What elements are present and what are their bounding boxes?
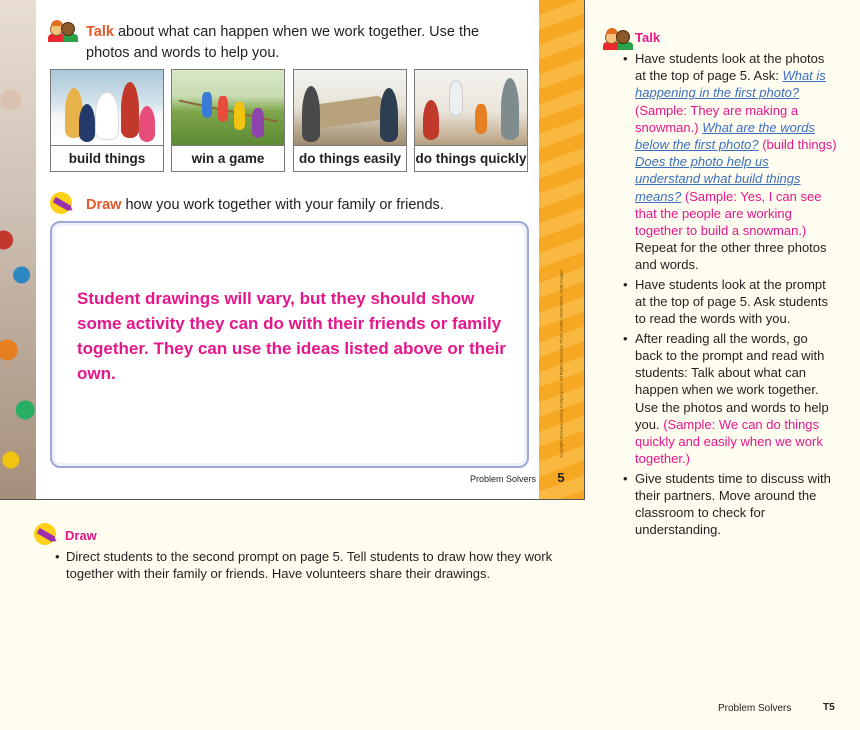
photo-caption: build things [51,145,163,171]
list-item: • Give students time to discuss with their partners. Move around the classroom to check for understanding. [622,470,837,539]
drawing-box [50,221,529,468]
footer-page-number: T5 [823,702,835,713]
talk-kids-icon [48,20,78,42]
classroom-photo-strip [0,0,36,500]
sample-answer: (Sample: Yes, I can see that the people are working together to build a snowman.) [635,188,822,239]
question-text: What are the words below the first photo? [635,119,815,153]
student-page [0,0,585,500]
note-text: Have students look at the photos at the top of page 5. Ask: [635,51,825,84]
photo-caption: win a game [172,145,284,171]
photo-card-build-things [50,69,164,172]
talk-keyword: Talk [86,24,114,40]
question-text: What is happening in the first photo? [635,68,826,101]
sample-answer: (Sample: They are making a snowman.) [635,102,799,135]
draw-answer-text: Student drawings will vary, but they should show some activity they can do with their friends or family together. They can use the ideas listed above or their own. [77,289,506,383]
note-text: Repeat for the other three photos and words. [635,240,827,273]
list-item: • Direct students to the second prompt on page 5. Tell students to draw how they work together with their family or friends. Have volunteers share their drawings. [54,548,574,582]
tug-of-war-photo [172,70,284,145]
crayon-icon [48,192,74,214]
talk-note-list [622,50,837,541]
sample-answer: (Sample: We can do things quickly and easily when we work together.) [635,416,823,467]
footer-title: Problem Solvers [718,703,792,714]
list-item [622,50,837,274]
student-page-number: 5 [557,470,565,485]
sample-answer: (build things) [758,137,837,153]
photo-card-do-things-quickly [414,69,528,172]
list-item: • Have students look at the prompt at the top of page 5. Ask students to read the words with you. [622,276,837,328]
student-page-footer-label: Problem Solvers [469,474,536,484]
photo-credit: Copyright Savvas Learning Company LLC. All Rights Reserved. Photo credits: Shutterstock, Getty Images [558,269,564,458]
photo-card-win-a-game [171,69,285,172]
talk-prompt [86,22,526,64]
note-text: After reading all the words, go back to the prompt and read with students: Talk about what can happen when we work together. Use the photos and words to help you. [635,330,829,432]
draw-prompt [86,195,526,215]
photo-caption: do things quickly [415,145,527,171]
moving-couch-photo [294,70,406,145]
snowman-photo [51,70,163,145]
list-item [622,330,837,468]
draw-note-heading: Draw [65,528,97,543]
draw-keyword: Draw [86,197,122,213]
draw-prompt-text: how you work together with your family or friends. [121,197,444,213]
photo-caption: do things easily [294,145,406,171]
question-text: Does the photo help us understand what build things means? [635,154,801,204]
photo-card-do-things-easily [293,69,407,172]
cleaning-up-photo [415,70,527,145]
talk-prompt-text: about what can happen when we work together. Use the photos and words to help you. [86,24,480,61]
talk-note-heading: Talk [635,30,661,45]
draw-note-list [54,548,574,582]
talk-kids-icon [603,28,633,50]
crayon-icon [32,523,58,545]
